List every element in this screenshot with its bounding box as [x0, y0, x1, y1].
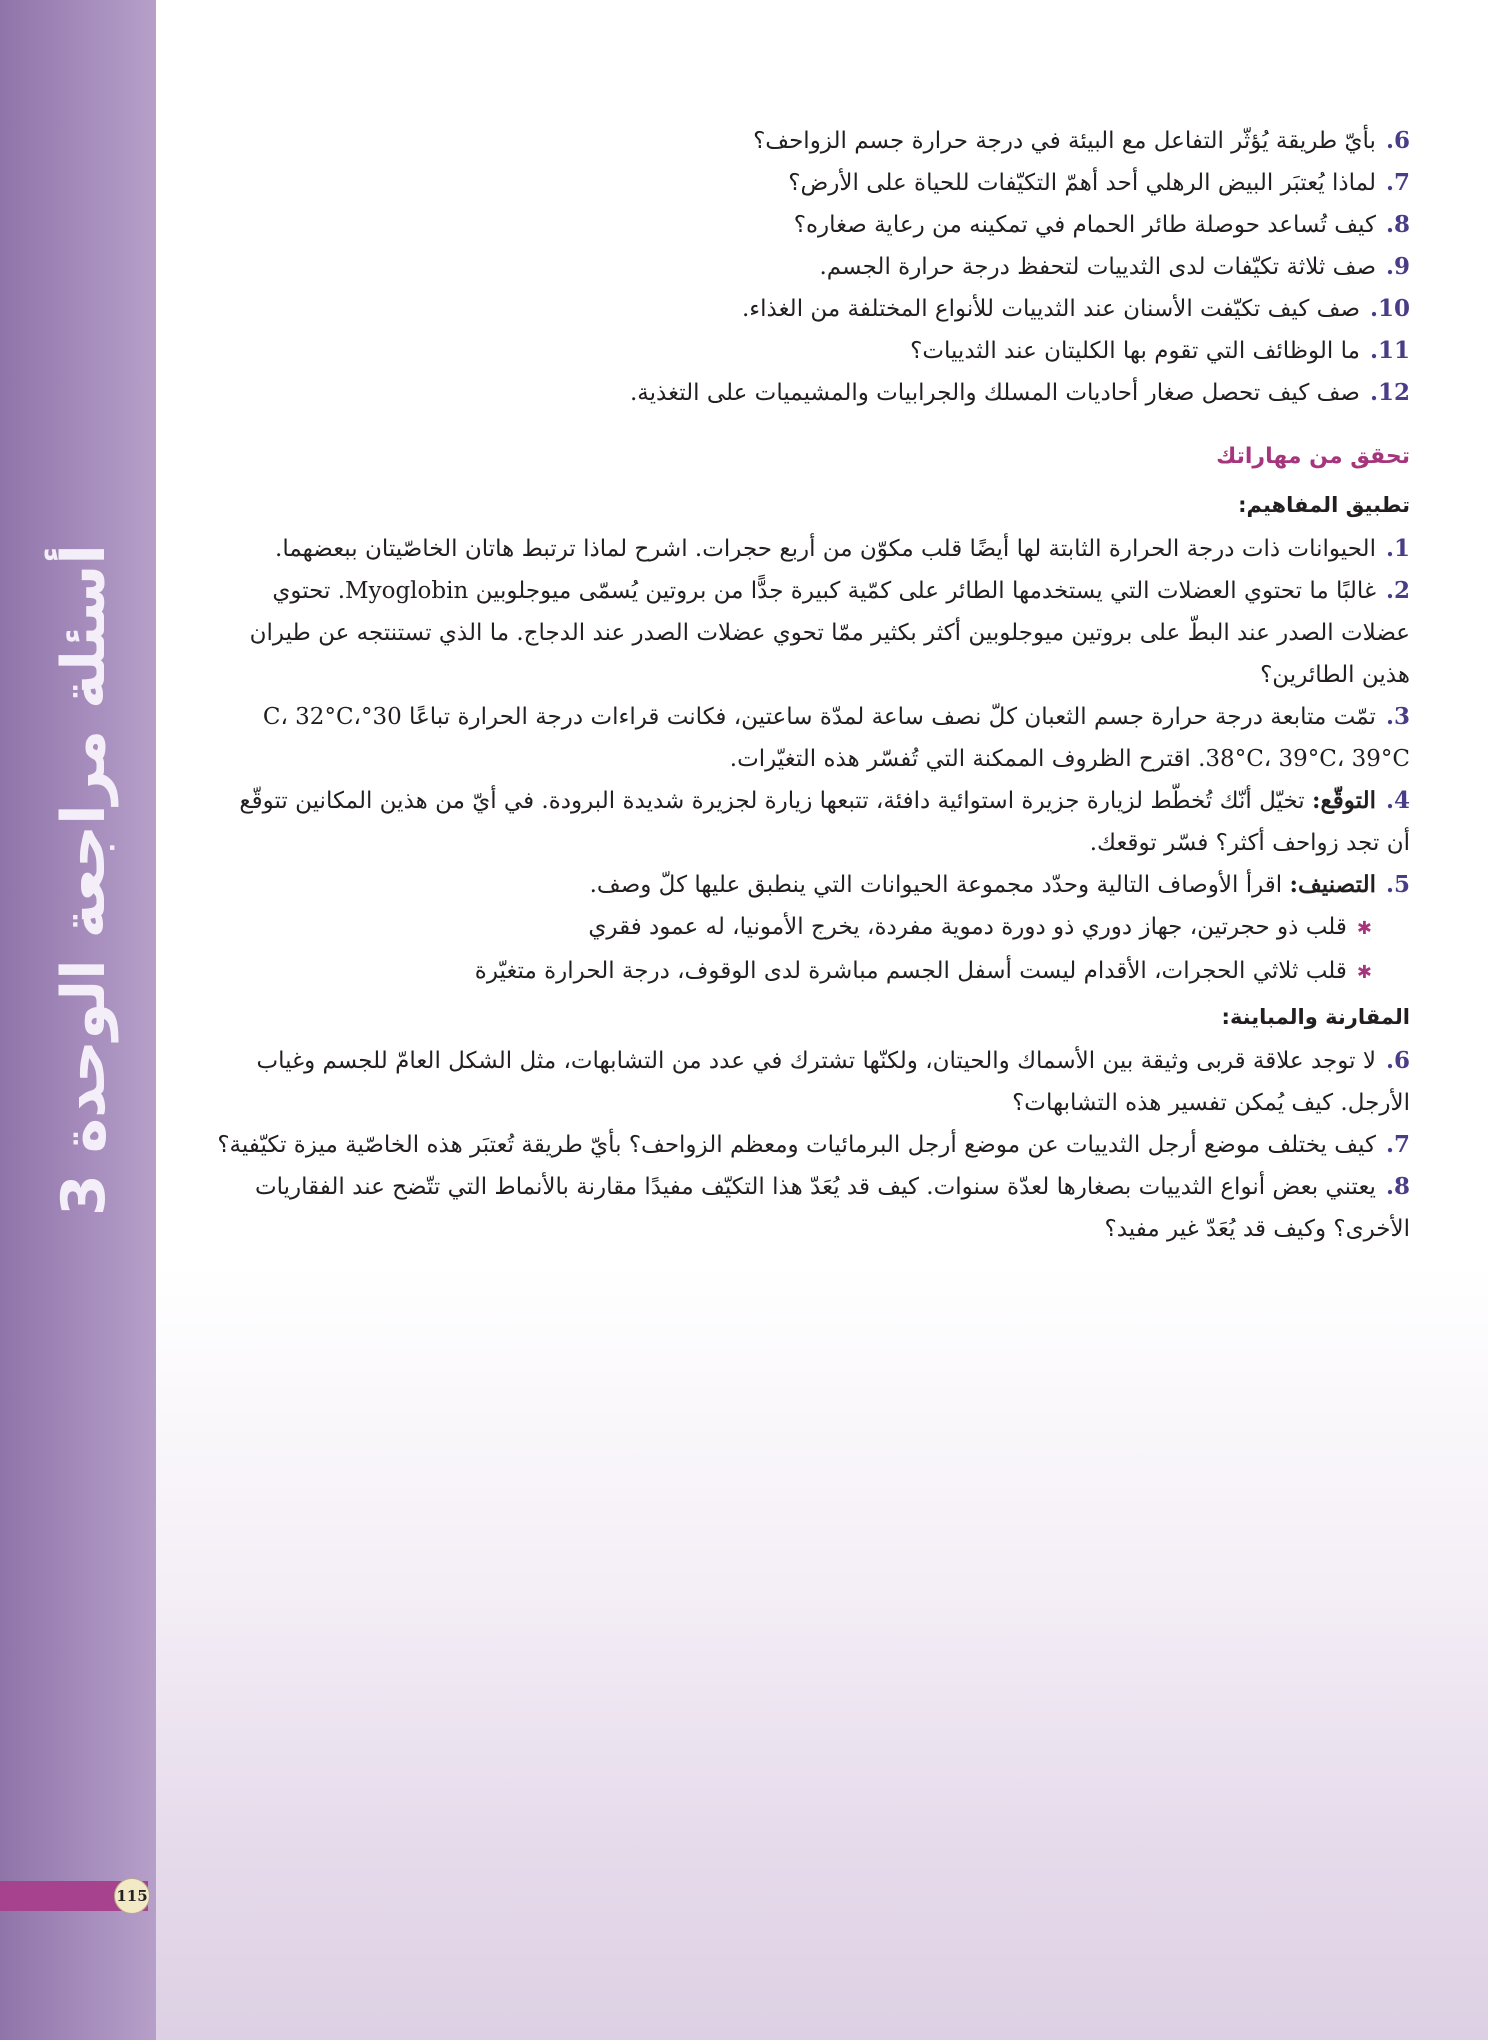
unit-title-vertical: [44, 350, 124, 1410]
question-number: 6 .: [1386, 1047, 1410, 1074]
bullet-item: [210, 906, 1410, 950]
question-text: اقرأ الأوصاف التالية وحدّد مجموعة الحيوانات التي ينطبق عليها كلّ وصف.: [589, 872, 1283, 898]
bullet-text: قلب ذو حجرتين، جهاز دوري ذو دورة دموية مفردة، يخرج الأمونيا، له عمود فقري: [588, 914, 1347, 940]
question-6: [210, 120, 1410, 162]
question-number: 5 .: [1386, 871, 1410, 898]
question-11: [210, 330, 1410, 372]
bullet-item: [210, 950, 1410, 994]
compare-questions-list: [210, 1040, 1410, 1250]
question-7: [210, 162, 1410, 204]
question-number: 11 .: [1370, 337, 1410, 364]
question-10: [210, 288, 1410, 330]
question-number: 4 .: [1386, 787, 1410, 814]
question-label: التوقّع:: [1312, 787, 1376, 814]
question-text: صف كيف تحصل صغار أحاديات المسلك والجرابيات والمشيميات على التغذية.: [629, 380, 1360, 406]
question-text: بأيّ طريقة يُؤثّر التفاعل مع البيئة في درجة حرارة جسم الزواحف؟: [753, 128, 1376, 154]
question-text: صف كيف تكيّفت الأسنان عند الثدييات للأنواع المختلفة من الغذاء.: [742, 296, 1360, 322]
question-text: تخيّل أنّك تُخطّط لزيارة جزيرة استوائية دافئة، تتبعها زيارة لجزيرة شديدة البرودة. في أيّ من هذين المكانين تتوقّع أن تجد زواحف أكثر؟ فسّر توقعك.: [239, 788, 1410, 856]
question-text: صف ثلاثة تكيّفات لدى الثدييات لتحفظ درجة حرارة الجسم.: [819, 254, 1376, 280]
review-questions-list: [210, 120, 1410, 414]
apply-concepts-heading: تطبيق المفاهيم:: [1238, 493, 1410, 517]
apply-questions-list: [210, 528, 1410, 994]
page-content: [210, 120, 1410, 1250]
skills-heading: تحقق من مهاراتك: [1216, 444, 1410, 469]
bullet-text: قلب ثلاثي الحجرات، الأقدام ليست أسفل الجسم مباشرة لدى الوقوف، درجة الحرارة متغيّرة: [474, 958, 1347, 984]
page-number: 115: [114, 1878, 150, 1914]
unit-title-text: أسئلة مراجعة الوحدة 3: [49, 544, 119, 1216]
compare-question-6: [210, 1040, 1410, 1124]
question-9: [210, 246, 1410, 288]
apply-question-3: [210, 696, 1410, 780]
apply-question-5: [210, 864, 1410, 906]
question-label: التصنيف:: [1289, 871, 1376, 898]
question-text: كيف تُساعد حوصلة طائر الحمام في تمكينه من رعاية صغاره؟: [793, 212, 1376, 238]
question-number: 7 .: [1386, 169, 1410, 196]
apply-question-4: [210, 780, 1410, 864]
apply-question-2: [210, 570, 1410, 696]
question-text: ما الوظائف التي تقوم بها الكليتان عند الثدييات؟: [910, 338, 1360, 364]
question-number: 8 .: [1386, 211, 1410, 238]
question-12: [210, 372, 1410, 414]
compare-contrast-heading: المقارنة والمباينة:: [1221, 1005, 1410, 1029]
question-number: 10 .: [1370, 295, 1410, 322]
question-number: 3 .: [1386, 703, 1410, 730]
question-text: يعتني بعض أنواع الثدييات بصغارها لعدّة سنوات. كيف قد يُعَدّ هذا التكيّف مفيدًا مقارنة بالأنماط التي تتّضح عند الفقاريات الأخرى؟ وكيف قد يُعَدّ غير مفيد؟: [254, 1174, 1410, 1242]
question-text: غالبًا ما تحتوي العضلات التي يستخدمها الطائر على كمّية كبيرة جدًّا من بروتين يُسمّى ميوجلوبين Myoglobin. تحتوي عضلات الصدر عند البطّ على بروتين ميوجلوبين أكثر بكثير ممّا تحوي عضلات الصدر عند الدجاج. ما الذي تستنتجه عن طيران هذين الطائرين؟: [249, 578, 1410, 688]
question-number: 1 .: [1386, 535, 1410, 562]
apply-question-1: [210, 528, 1410, 570]
question-number: 2 .: [1386, 577, 1410, 604]
question-text: كيف يختلف موضع أرجل الثدييات عن موضع أرجل البرمائيات ومعظم الزواحف؟ بأيّ طريقة تُعتبَر هذه الخاصّية ميزة تكيّفية؟: [217, 1132, 1376, 1158]
question-number: 9 .: [1386, 253, 1410, 280]
question-text: لماذا يُعتبَر البيض الرهلي أحد أهمّ التكيّفات للحياة على الأرض؟: [788, 170, 1376, 196]
bullet-star-icon: ✱: [1356, 918, 1372, 939]
compare-question-8: [210, 1166, 1410, 1250]
question-number: 6 .: [1386, 127, 1410, 154]
question-text: لا توجد علاقة قربى وثيقة بين الأسماك والحيتان، ولكنّها تشترك في عدد من التشابهات، مثل الشكل العامّ للجسم وغياب الأرجل. كيف يُمكن تفسير هذه التشابهات؟: [256, 1048, 1410, 1116]
compare-question-7: [210, 1124, 1410, 1166]
question-8: [210, 204, 1410, 246]
question-number: 7 .: [1386, 1131, 1410, 1158]
question-number: 12 .: [1370, 379, 1410, 406]
question-text: تمّت متابعة درجة حرارة جسم الثعبان كلّ نصف ساعة لمدّة ساعتين، فكانت قراءات درجة الحرارة تباعًا 30°C، 32°C، 38°C، 39°C، 39°C. اقترح الظروف الممكنة التي تُفسّر هذه التغيّرات.: [262, 704, 1410, 772]
question-text: الحيوانات ذات درجة الحرارة الثابتة لها أيضًا قلب مكوّن من أربع حجرات. اشرح لماذا ترتبط هاتان الخاصّيتان ببعضهما.: [275, 536, 1376, 562]
question-number: 8 .: [1386, 1173, 1410, 1200]
bullet-star-icon: ✱: [1356, 962, 1372, 983]
